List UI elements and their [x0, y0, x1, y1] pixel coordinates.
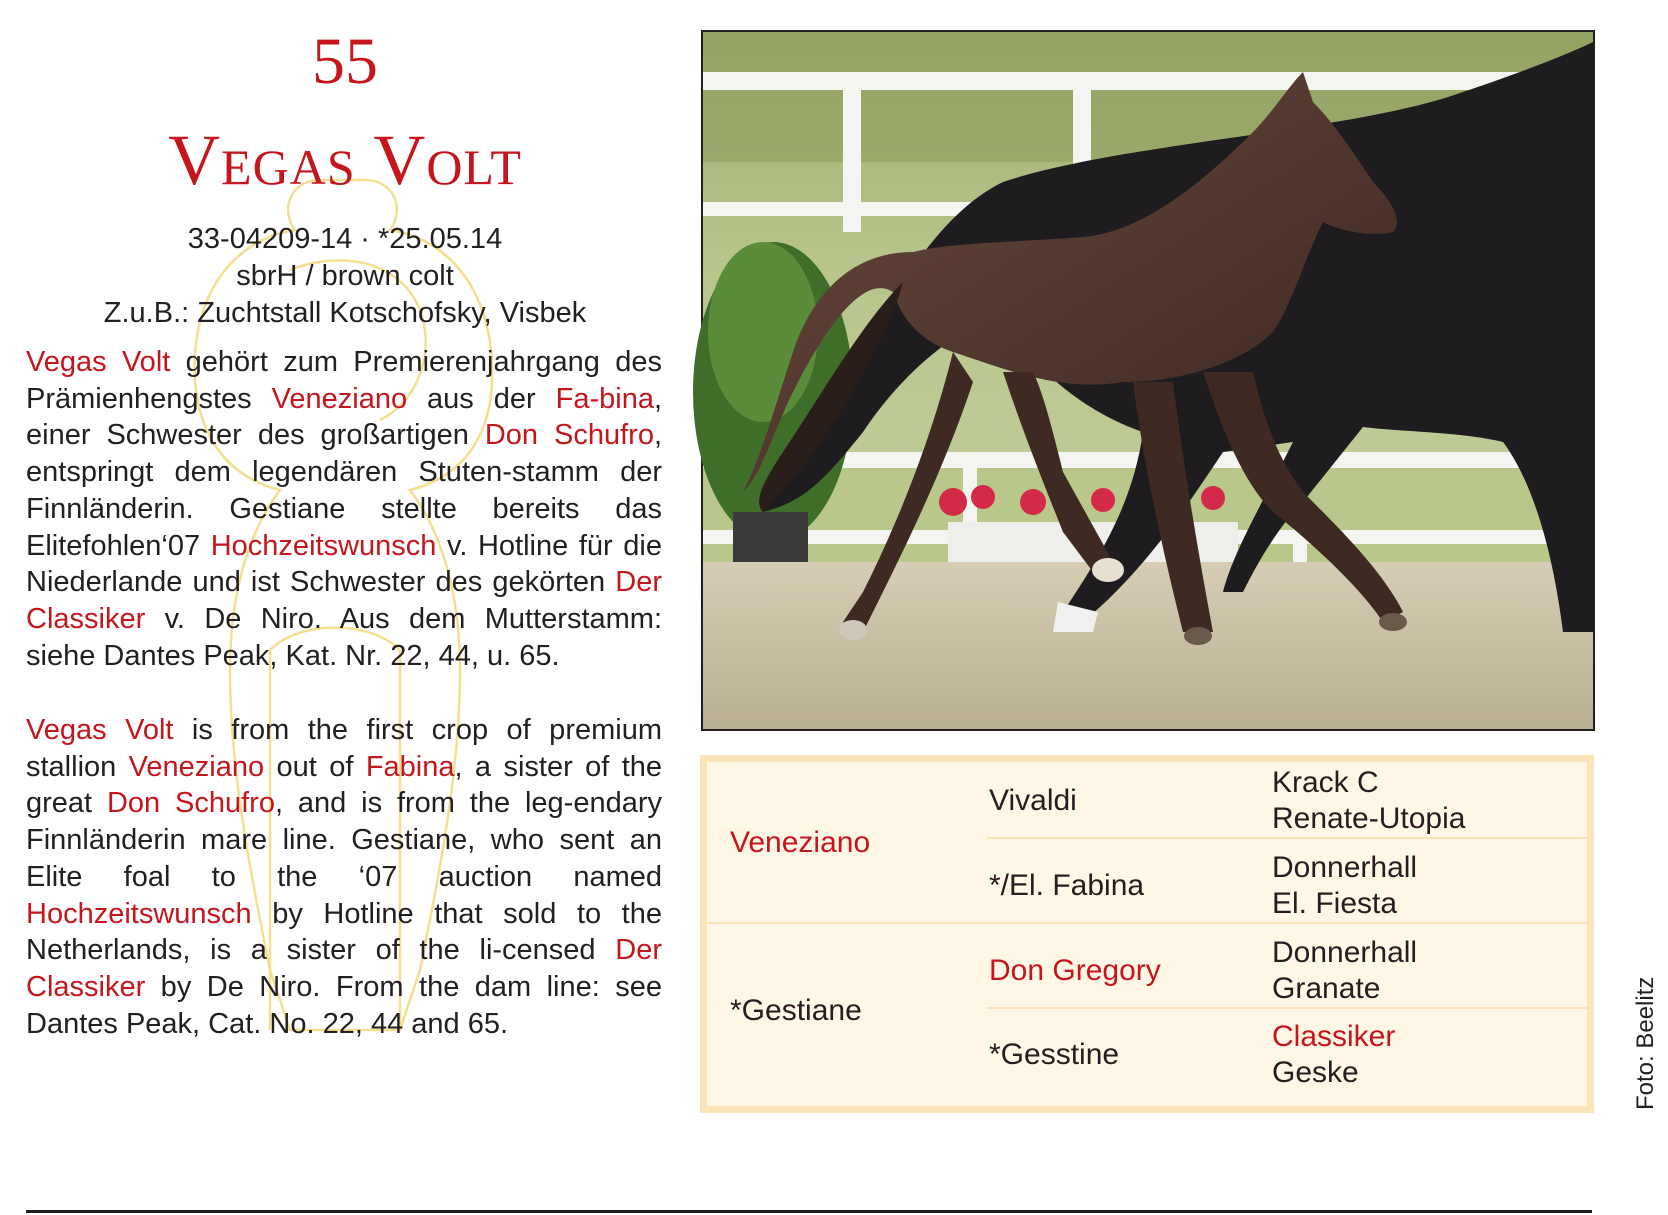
- relative-ref: Don Schufro: [484, 419, 654, 452]
- horse-name: Vegas Volt: [168, 120, 522, 200]
- english-description: [26, 712, 662, 1042]
- sibling-ref: Der Classiker: [26, 566, 662, 635]
- text-segment: by Hotline that sold to the Netherlands, is a sister of the li-censed: [26, 897, 662, 967]
- pedigree-ancestor: El. Fiesta: [1272, 887, 1398, 920]
- pedigree-ancestor: Granate: [1272, 972, 1381, 1005]
- text-segment: aus der: [407, 382, 556, 415]
- pedigree-dam-sire: Don Gregory: [989, 954, 1161, 987]
- pedigree-dam: *Gestiane: [730, 994, 862, 1027]
- registration-and-birthdate: 33-04209-14 · *25.05.14: [187, 223, 503, 255]
- pedigree-ancestor: Donnerhall: [1272, 936, 1418, 969]
- horse-name-ref: Vegas Volt: [26, 346, 171, 378]
- sibling-ref: Der Classiker: [26, 934, 662, 1003]
- horse-name-ref: Vegas Volt: [26, 714, 174, 746]
- color-and-sex: sbrH / brown colt: [236, 260, 454, 292]
- pedigree-table: [700, 755, 1594, 1113]
- photo-credit-text: Foto: Beelitz: [1632, 976, 1659, 1110]
- text-segment: v. De Niro. Aus dem Mutterstamm: siehe Dantes Peak, Kat. Nr. 22, 44, u. 65.: [26, 602, 662, 672]
- text-segment: by De Niro. From the dam line: see Dantes Peak, Cat. No. 22, 44 and 65.: [26, 970, 662, 1040]
- sire-ref: Veneziano: [128, 750, 265, 783]
- pedigree-ancestor: Donnerhall: [1272, 851, 1418, 884]
- text-segment: , and is from the leg-endary Finnländerin mare line. Gestiane, who sent an Elite foal to the ‘07 auction named: [26, 787, 663, 893]
- pedigree-dam-dam: *Gesstine: [989, 1038, 1120, 1071]
- text-segment: v. Hotline für die Niederlande und ist Schwester des gekörten: [26, 529, 662, 599]
- pedigree-ancestor: Krack C: [1272, 766, 1379, 799]
- text-segment: , a sister of the great: [26, 750, 663, 820]
- text-segment: , entspringt dem legendären Stuten-stamm der Finnländerin. Gestiane stellte bereits das Elitefohlen‘07: [26, 419, 663, 562]
- german-description: [26, 344, 662, 674]
- text-segment: is from the first crop of premium stallion: [26, 714, 662, 783]
- sibling-ref: Hochzeitswunsch: [210, 529, 437, 562]
- sibling-ref: Hochzeitswunsch: [26, 897, 252, 930]
- horse-photo: [701, 30, 1595, 731]
- lot-number: 55: [312, 25, 378, 98]
- pedigree-sire-sire: Vivaldi: [989, 784, 1077, 817]
- pedigree-ancestor: Classiker: [1272, 1020, 1396, 1053]
- text-segment: , einer Schwester des großartigen: [26, 382, 663, 452]
- breeder: Z.u.B.: Zuchtstall Kotschofsky, Visbek: [103, 297, 587, 329]
- pedigree-sire-dam: */El. Fabina: [989, 869, 1145, 902]
- pedigree-sire: Veneziano: [730, 826, 871, 859]
- bottom-rule: [26, 1210, 1592, 1213]
- pedigree-ancestor: Geske: [1272, 1056, 1359, 1089]
- photo-credit: [1608, 955, 1668, 1125]
- relative-ref: Don Schufro: [106, 787, 275, 820]
- sire-ref: Veneziano: [271, 382, 408, 415]
- text-segment: gehört zum Premierenjahrgang des Prämienhengstes: [26, 346, 663, 415]
- pedigree-ancestor: Renate-Utopia: [1272, 802, 1466, 835]
- pedigree-divider: [707, 922, 1587, 924]
- text-segment: out of: [264, 750, 366, 783]
- granddam-ref: Fa-bina: [555, 382, 654, 415]
- granddam-ref: Fabina: [365, 750, 455, 783]
